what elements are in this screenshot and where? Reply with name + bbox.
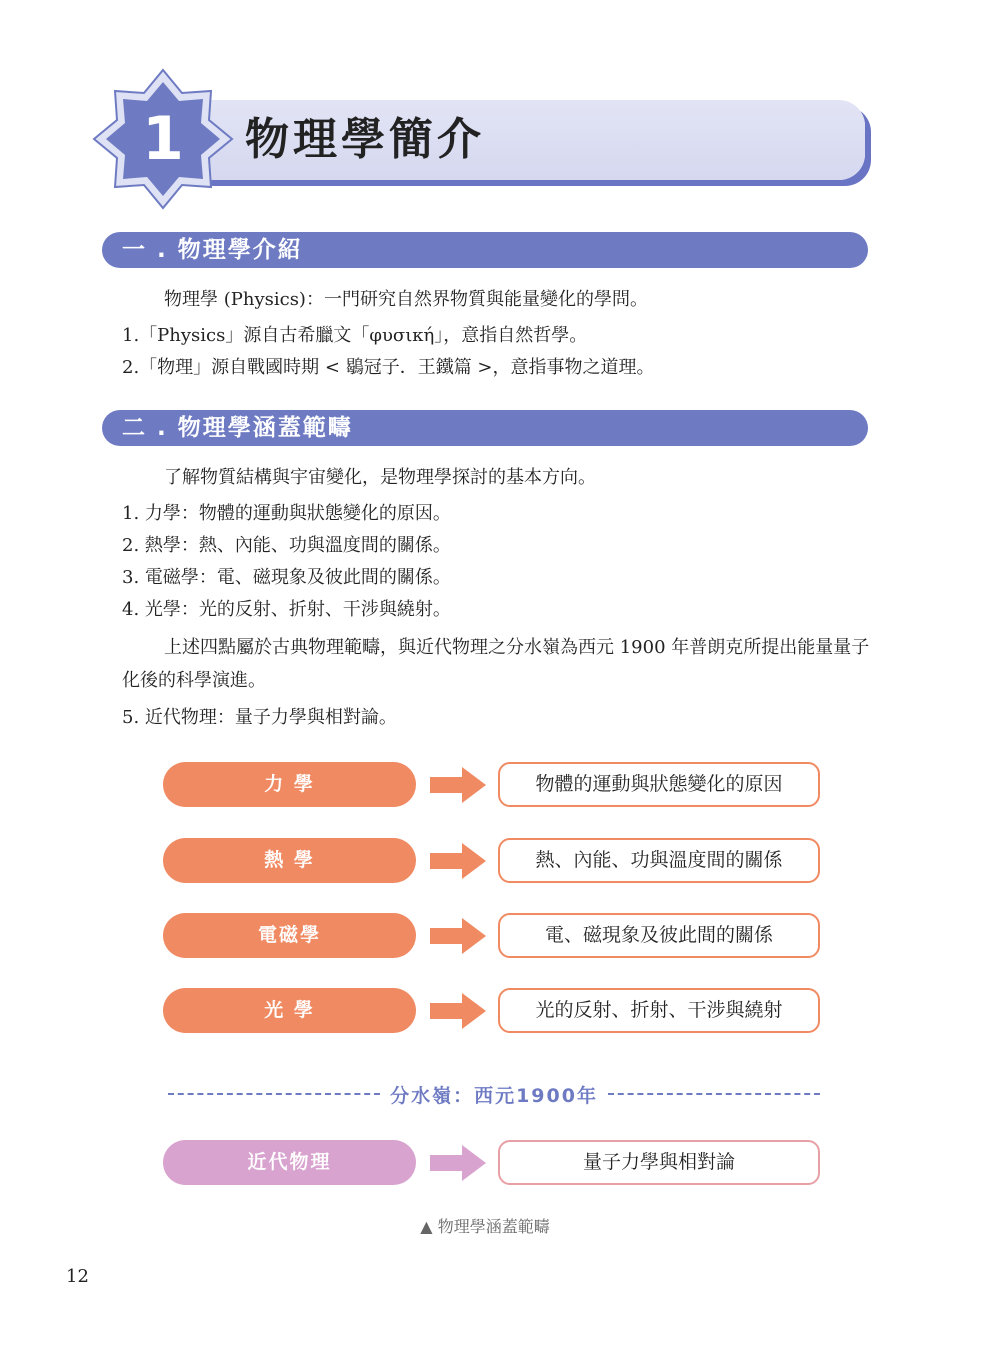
section2-intro: 了解物質結構與宇宙變化，是物理學探討的基本方向。 — [164, 467, 596, 488]
arrow-right-icon — [430, 1145, 486, 1181]
figure-caption: ▲ 物理學涵蓋範疇 — [420, 1217, 550, 1236]
arrow-right-icon — [430, 993, 486, 1029]
diagram-box-modern-physics: 量子力學與相對論 — [498, 1140, 820, 1185]
page-number: 12 — [66, 1266, 89, 1287]
diagram-box-electromagnetism: 電、磁現象及彼此間的關係 — [498, 913, 820, 958]
chapter-number: 1 — [142, 104, 184, 174]
arrow-right-icon — [430, 767, 486, 803]
section2-paragraph: 上述四點屬於古典物理範疇，與近代物理之分水嶺為西元 1900 年普朗克所提出能量量子化後的科學演進。 — [122, 637, 870, 691]
diagram-pill-thermodynamics: 熱 學 — [163, 838, 416, 883]
section2-item-3: 3. 電磁學：電、磁現象及彼此間的關係。 — [122, 567, 451, 588]
section2-item-1: 1. 力學：物體的運動與狀態變化的原因。 — [122, 503, 451, 524]
diagram-pill-optics: 光 學 — [163, 988, 416, 1033]
divider-label: 分水嶺：西元1900年 — [390, 1084, 598, 1107]
diagram-pill-modern-physics: 近代物理 — [163, 1140, 416, 1185]
section-header-introduction: 一 . 物理學介紹 — [102, 232, 868, 268]
section1-item-2: 2.「物理」源自戰國時期 < 鶡冠子．王鐵篇 >，意指事物之道理。 — [122, 357, 655, 378]
divider-dashed-line — [608, 1093, 820, 1095]
diagram-box-mechanics: 物體的運動與狀態變化的原因 — [498, 762, 820, 807]
section1-intro: 物理學 (Physics)：一門研究自然界物質與能量變化的學問。 — [164, 289, 648, 310]
diagram-box-optics: 光的反射、折射、干涉與繞射 — [498, 988, 820, 1033]
diagram-pill-mechanics: 力 學 — [163, 762, 416, 807]
diagram-pill-electromagnetism: 電磁學 — [163, 913, 416, 958]
watershed-divider — [168, 1080, 820, 1108]
section2-item-4: 4. 光學：光的反射、折射、干涉與繞射。 — [122, 599, 451, 620]
section-header-scope: 二 . 物理學涵蓋範疇 — [102, 410, 868, 446]
section2-item-2: 2. 熱學：熱、內能、功與溫度間的關係。 — [122, 535, 451, 556]
chapter-banner — [0, 0, 1000, 230]
arrow-right-icon — [430, 918, 486, 954]
section1-item-1: 1.「Physics」源自古希臘文「φυσική」，意指自然哲學。 — [122, 325, 588, 346]
section2-item-5: 5. 近代物理：量子力學與相對論。 — [122, 707, 397, 728]
arrow-right-icon — [430, 843, 486, 879]
chapter-title: 物理學簡介 — [245, 114, 485, 165]
divider-dashed-line — [168, 1093, 380, 1095]
diagram-box-thermodynamics: 熱、內能、功與溫度間的關係 — [498, 838, 820, 883]
